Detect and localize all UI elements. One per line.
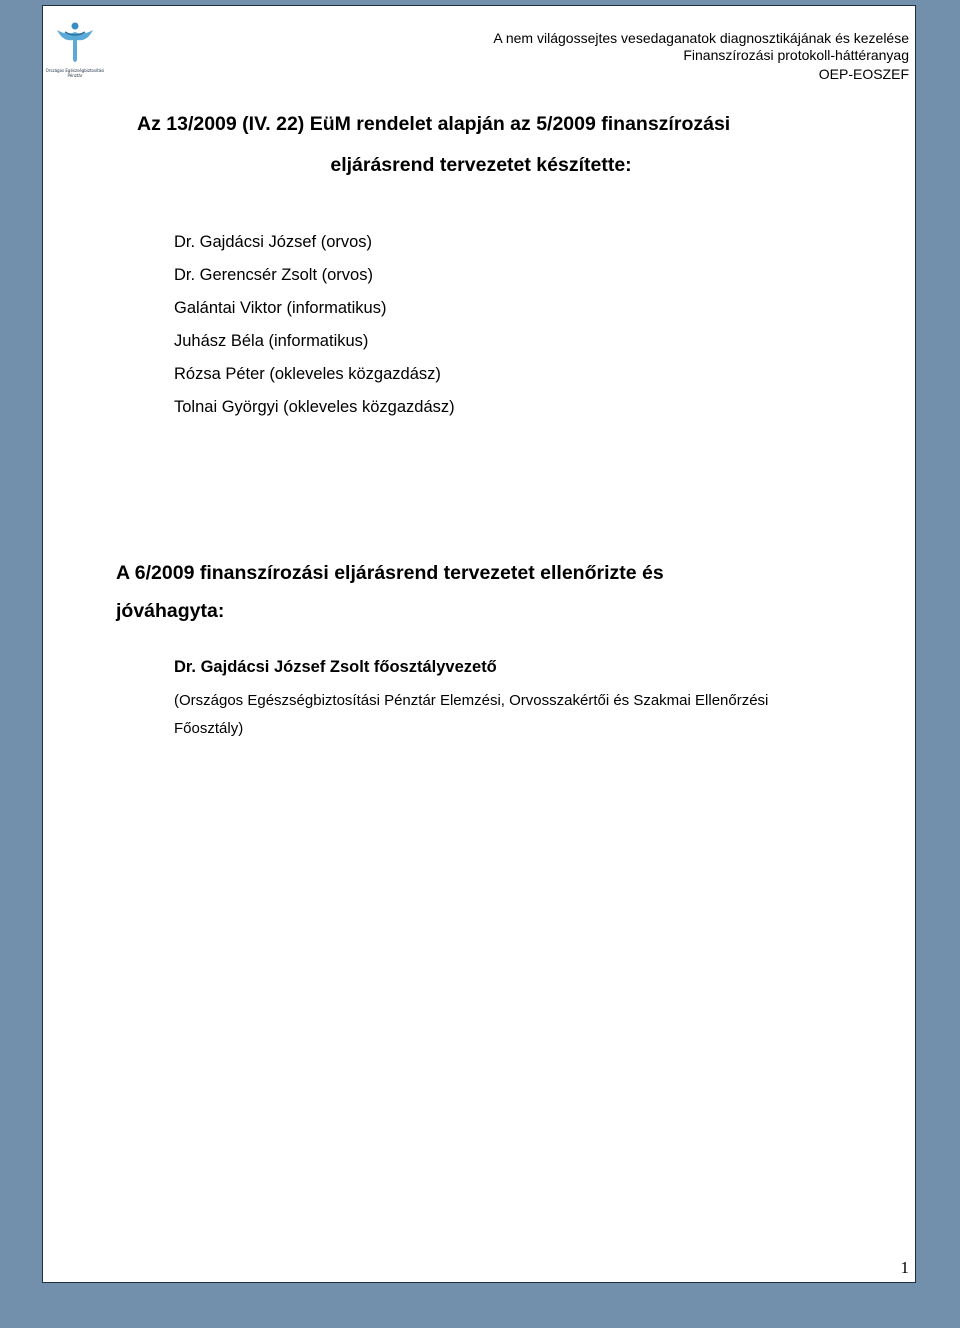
title-line-1: Az 13/2009 (IV. 22) EüM rendelet alapján az 5/2009 finanszírozási	[137, 113, 731, 135]
approval-heading	[116, 554, 816, 630]
document-page	[42, 5, 916, 1283]
header-document-title: A nem világossejtes vesedaganatok diagnosztikájának és kezelése	[493, 30, 909, 46]
author-item: Galántai Viktor (informatikus)	[174, 299, 387, 317]
approval-line-2: jóváhagyta:	[116, 600, 225, 622]
header-document-subtitle: Finanszírozási protokoll-háttéranyag	[683, 47, 909, 63]
health-insurance-logo-icon	[43, 16, 107, 68]
header-organization: OEP-EOSZEF	[818, 66, 909, 82]
logo	[43, 16, 115, 76]
approval-line-1: A 6/2009 finanszírozási eljárásrend tervezetet ellenőrizte és	[116, 562, 664, 584]
approver-organization	[174, 687, 874, 743]
title-line-2: eljárásrend tervezetet készítette:	[330, 154, 632, 176]
logo-caption: Országos Egészségbiztosítási Pénztár	[45, 68, 105, 78]
author-item: Juhász Béla (informatikus)	[174, 332, 369, 350]
author-item: Dr. Gajdácsi József (orvos)	[174, 233, 373, 251]
page-number: 1	[900, 1258, 909, 1277]
page-title	[137, 104, 817, 186]
author-item: Tolnai Györgyi (okleveles közgazdász)	[174, 398, 455, 416]
author-item: Rózsa Péter (okleveles közgazdász)	[174, 365, 441, 383]
author-list	[174, 226, 455, 424]
organization-line-2: Főosztály)	[174, 720, 244, 737]
organization-line-1: (Országos Egészségbiztosítási Pénztár Elemzési, Orvosszakértői és Szakmai Ellenőrzési	[174, 692, 769, 709]
running-header	[493, 30, 909, 83]
author-item: Dr. Gerencsér Zsolt (orvos)	[174, 266, 373, 284]
approver-name: Dr. Gajdácsi József Zsolt főosztályvezető	[174, 658, 497, 676]
